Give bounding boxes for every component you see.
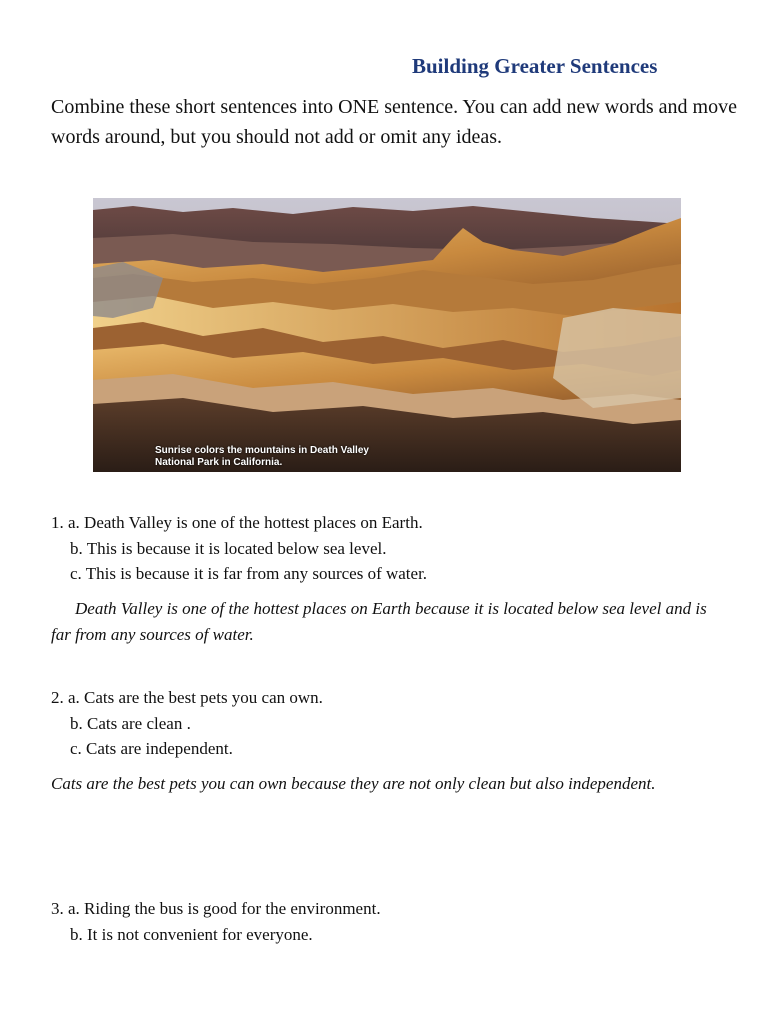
exercise-line: c. Cats are independent. [70, 739, 233, 758]
exercise-1-answer: Death Valley is one of the hottest places on Earth because it is located below sea level and is far from any sources of water. [51, 599, 707, 644]
exercise-1 [51, 510, 427, 587]
photo-caption [155, 445, 455, 469]
exercise-3 [51, 896, 381, 947]
exercise-2 [51, 685, 323, 762]
exercise-line: 2. a. Cats are the best pets you can own. [51, 688, 323, 707]
exercise-line: c. This is because it is far from any sources of water. [70, 564, 428, 583]
page-title: Building Greater Sentences [412, 54, 658, 78]
exercise-line: 1. a. Death Valley is one of the hottest places on Earth. [51, 513, 423, 532]
death-valley-photo [93, 198, 681, 472]
exercise-2-answer: Cats are the best pets you can own because they are not only clean but also independent. [51, 774, 656, 793]
exercise-line: 3. a. Riding the bus is good for the environment. [51, 899, 381, 918]
exercise-line: b. This is because it is located below sea level. [70, 538, 387, 558]
caption-line: Sunrise colors the mountains in Death Valley [155, 445, 369, 456]
caption-line: National Park in California. [155, 457, 283, 468]
exercise-line: b. It is not convenient for everyone. [70, 924, 313, 944]
landscape-illustration [93, 198, 681, 472]
instructions-text: Combine these short sentences into ONE sentence. You can add new words and move words around, but you should not add or omit any ideas. [51, 96, 737, 148]
exercise-line: b. Cats are clean . [70, 713, 191, 733]
